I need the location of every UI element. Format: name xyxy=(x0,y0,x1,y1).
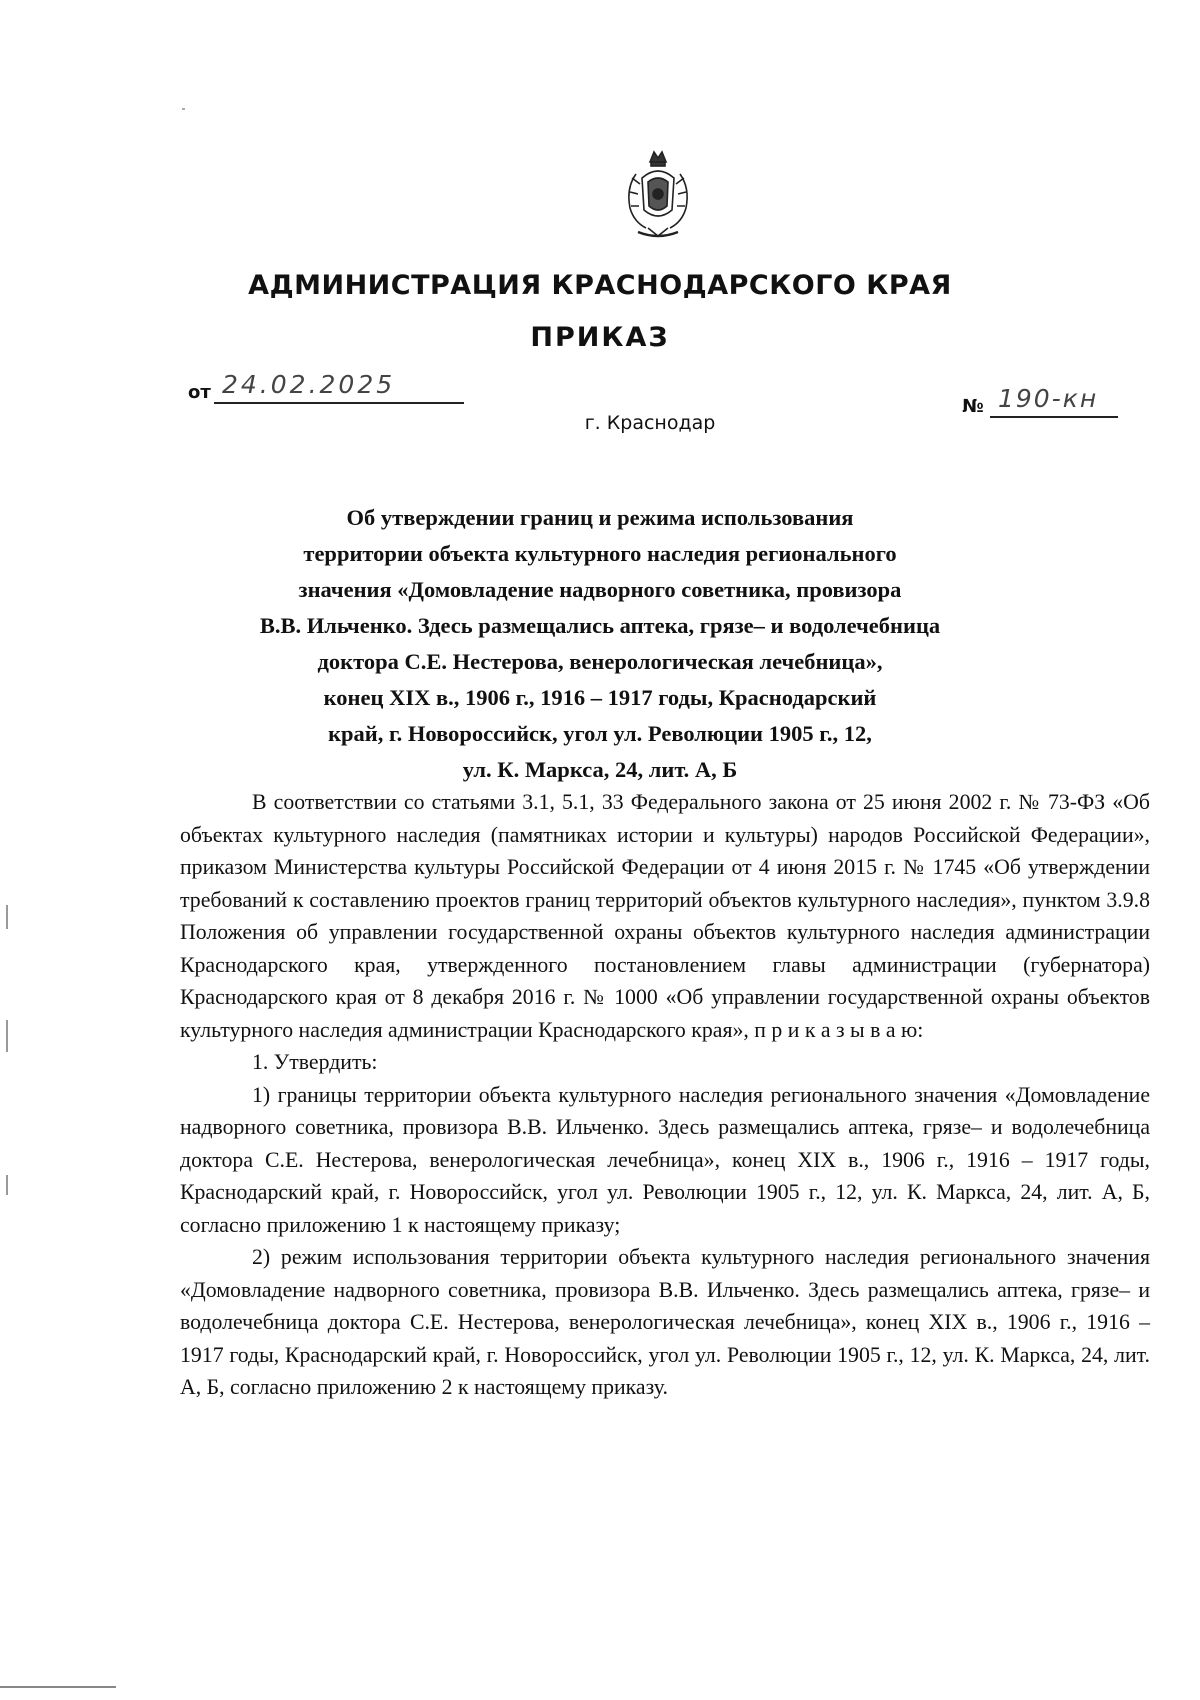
scan-margin-mark xyxy=(6,1020,8,1052)
subject-line: доктора С.Е. Нестерова, венерологическая лечебница», xyxy=(317,649,883,674)
order-subject xyxy=(200,500,1000,788)
krasnodar-krai-coat-of-arms-icon xyxy=(618,148,698,244)
number-label: № xyxy=(962,396,984,417)
number-handwritten-field: 190-кн xyxy=(990,384,1118,418)
clause-1-item-2: 2) режим использования территории объекта культурного наследия регионального значения «Домовладение надворного советника, провизора В.В. Ильченко. Здесь размещались аптека, грязе– и водолечебница доктора С.Е. Нестерова, венерологическая лечебница», конец XIX в., 1906 г., 1916 – 1917 годы, Краснодарский край, г. Новороссийск, угол ул. Революции 1905 г., 12, ул. К. Маркса, 24, лит. А, Б, согласно приложению 2 к настоящему приказу. xyxy=(180,1245,1150,1399)
subject-line: конец XIX в., 1906 г., 1916 – 1917 годы, Краснодарский xyxy=(323,685,877,710)
subject-line: ул. К. Маркса, 24, лит. А, Б xyxy=(462,757,738,782)
preamble-paragraph: В соответствии со статьями 3.1, 5.1, 33 Федерального закона от 25 июня 2002 г. № 73-ФЗ «Об объектах культурного наследия (памятниках истории и культуры) народов Российской Федерации», приказом Министерства культуры Российской Федерации от 4 июня 2015 г. № 1745 «Об утверждении требований к составлению проектов границ территорий объектов культурного наследия», пунктом 3.9.8 Положения об управлении государственной охраны объектов культурного наследия администрации Краснодарского края, утвержденного постановлением главы администрации (губернатора) Краснодарского края от 8 декабря 2016 г. № 1000 «Об управлении государственной охраны объектов культурного наследия администрации Краснодарского края», п р и к а з ы в а ю: xyxy=(180,790,1150,1042)
date-handwritten-field: 24.02.2025 xyxy=(214,370,464,404)
scan-margin-mark xyxy=(6,905,8,929)
scan-margin-mark xyxy=(6,1175,8,1195)
subject-line: территории объекта культурного наследия регионального xyxy=(303,541,897,566)
subject-line: значения «Домовладение надворного советника, провизора xyxy=(298,577,902,602)
order-body xyxy=(180,786,1150,1404)
scan-edge-line xyxy=(0,1686,116,1688)
subject-line: В.В. Ильченко. Здесь размещались аптека, грязе– и водолечебница xyxy=(259,613,941,638)
clause-1-item-1: 1) границы территории объекта культурного наследия регионального значения «Домовладение надворного советника, провизора В.В. Ильченко. Здесь размещались аптека, грязе– и водолечебница доктора С.Е. Нестерова, венерологическая лечебница», конец XIX в., 1906 г., 1916 – 1917 годы, Краснодарский край, г. Новороссийск, угол ул. Революции 1905 г., 12, ул. К. Маркса, 24, лит. А, Б, согласно приложению 1 к настоящему приказу; xyxy=(180,1082,1150,1237)
city-line: г. Краснодар xyxy=(584,412,716,434)
organization-title: АДМИНИСТРАЦИЯ КРАСНОДАРСКОГО КРАЯ xyxy=(248,270,952,301)
clause-1-heading: 1. Утвердить: xyxy=(252,1050,378,1074)
subject-line: край, г. Новороссийск, угол ул. Революции 1905 г., 12, xyxy=(328,721,872,746)
document-type-title: ПРИКАЗ xyxy=(530,322,670,353)
subject-line: Об утверждении границ и режима использования xyxy=(346,505,854,530)
date-label: от xyxy=(188,382,211,403)
scan-speck xyxy=(182,108,185,110)
